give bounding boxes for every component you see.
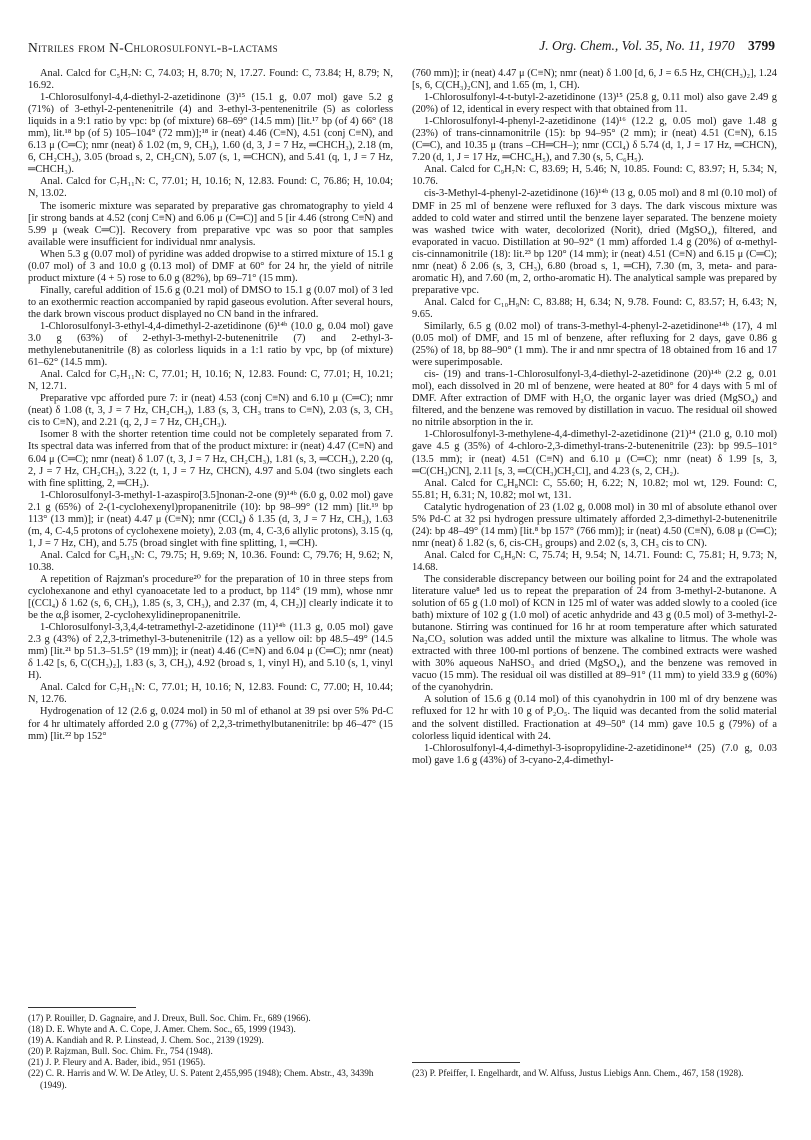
paragraph: Isomer 8 with the shorter retention time could not be completely separated from 7. Its spectral data was inferred from that of the product mixture: ir (neat) 4.47 (C≡N) and 6.04 μ (C═C); nmr (neat) δ 1.07 (t, 3, J = 7 Hz, CH₂CH₃), 1.81 (s, 3, ═CCH₃), 2.20 (q, 2, J = 7 Hz, CH₂CH₃), 3.22 (t, 1, J = 7 Hz, CHCN), 4.97 and 5.04 (two singlets each with fine splitting, 2, ═CH₂). — [28, 429, 393, 489]
paragraph: A solution of 15.6 g (0.14 mol) of this cyanohydrin in 100 ml of dry benzene was refluxed for 12 hr with 10 g of P₂O₅. The liquid was decanted from the solid material and the solvent distilled. Fractionation at 49–50° (14 mm) gave 10.5 g (79%) of a colorless liquid identical with 24. — [412, 694, 777, 742]
paragraph: cis- (19) and trans-1-Chlorosulfonyl-3,4-diethyl-2-azetidinone (20)¹⁴ᵇ (2.2 g, 0.01 mol), each dissolved in 20 ml of benzene, were heated at 80° for 4 days with 5 ml of DMF. After extraction of DMF with H₂O, the organic layer was dried (MgSO₄) and filtered, and the benzene was removed by distillation in vacuo. The residual oil showed no nitrile absorption in the ir. — [412, 369, 777, 429]
paragraph: A repetition of Rajzman's procedure²⁰ for the preparation of 10 in three steps from cyclohexanone and ethyl cyanoacetate led to a product, bp 114° (19 mm), whose nmr [(CCl₄) δ 1.62 (s, 6, CH₃), 1.85 (s, 3, CH₃), and 2.37 (m, 4, CH₂)] clearly indicate it to be the α,β isomer, 2-cyclohexylidinepropanenitrile. — [28, 573, 393, 622]
paragraph: Similarly, 6.5 g (0.02 mol) of trans-3-methyl-4-phenyl-2-azetidinone¹⁴ᵇ (17), 4 ml (0.05 mol) of DMF, and 15 ml of benzene, after refluxing for 2 days, gave 0.86 g (25%) of 18, bp 88–90° (1 mm). The ir and nmr spectra of 18 obtained from 16 and 17 were superimposable. — [412, 320, 777, 369]
journal-citation — [539, 38, 775, 54]
paragraph: Catalytic hydrogenation of 23 (1.02 g, 0.008 mol) in 30 ml of absolute ethanol over 5% Pd-C at 32 psi hydrogen pressure ultimately afforded 2,3-dimethyl-2-butenenitrile (24): bp 48–49° (14 mm) [lit.⁸ bp 157° (766 mm)]; ir (neat) 4.50 (C≡N), 6.08 μ (C═C); nmr (neat) δ 1.82 (s, 6, cis-CH₃ groups) and 2.02 (s, 3, CH₃ cis to CN). — [412, 501, 777, 549]
paragraph: Preparative vpc afforded pure 7: ir (neat) 4.53 (conj C≡N) and 6.10 μ (C═C); nmr (neat) δ 1.08 (t, 3, J = 7 Hz, CH₂CH₃), 1.83 (s, 3, CH₃ trans to C≡N), 2.03 (s, 3, CH₃ cis to C≡N), and 2.21 (q, 2, J = 7 Hz, CH₂CH₃). — [28, 393, 393, 429]
running-header — [28, 38, 775, 56]
footnote: (22) C. R. Harris and W. W. De Atley, U. S. Patent 2,455,995 (1948); Chem. Abstr., 43, 3439h (1949). — [28, 1068, 374, 1090]
paragraph: 1-Chlorosulfonyl-3-methyl-1-azaspiro[3.5]nonan-2-one (9)¹⁴ᵇ (6.0 g, 0.02 mol) gave 2.1 g (65%) of 2-(1-cyclohexenyl)propanenitrile (10): bp 98–99° (12 mm) [lit.¹⁹ bp 113° (13 mm)]; ir (neat) 4.47 μ (C≡N); nmr (CCl₄) δ 1.35 (d, 3, J = 7 Hz, CH₃), 1.63 (m, 4, C-4,5 protons of cyclohexene moiety), 2.03 (m, 4, C-3,6 allylic protons), 3.15 (q, 1, J = 7 Hz, CH), and 5.75 (broad singlet with fine splitting, 1, ═CH). — [28, 489, 393, 549]
paragraph: Anal. Calcd for C₆H₈NCl: C, 55.60; H, 6.22; N, 10.82; mol wt, 129. Found: C, 55.81; H, 6.31; N, 10.82; mol wt, 131. — [412, 477, 777, 501]
footnotes-right — [412, 1062, 777, 1079]
journal-reference: J. Org. Chem., Vol. 35, No. 11, 1970 — [539, 38, 735, 53]
running-title: Nitriles from N-Chlorosulfonyl-β-lactams — [28, 40, 279, 55]
paragraph: 1-Chlorosulfonyl-4-phenyl-2-azetidinone (14)¹⁶ (12.2 g, 0.05 mol) gave 1.48 g (23%) of trans-cinnamonitrile (15): bp 94–95° (2 mm); ir (neat) 4.51 (C≡N), 6.15 (C═C), and 10.35 μ (trans –CH═CH–); nmr (CCl₄) δ 5.74 (d, 1, J = 17 Hz, ═CHCN), 7.20 (d, 1, J = 17 Hz, ═CHC₆H₅), and 7.30 (s, 5, C₆H₅). — [412, 116, 777, 164]
paragraph: 1-Chlorosulfonyl-3-ethyl-4,4-dimethyl-2-azetidinone (6)¹⁴ᵇ (10.0 g, 0.04 mol) gave 3.0 g (63%) of 2-ethyl-3-methyl-2-butenenitrile (7) and 2-ethyl-3-methylenebutanenitrile (8) as colorless liquids in a 1:1 ratio by vpc, bp (of mixture) 61–62° (14.5 mm). — [28, 320, 393, 369]
paragraph: Anal. Calcd for C₇H₁₁N: C, 77.01; H, 10.16; N, 12.83. Found: C, 77.00; H, 10.44; N, 12.76. — [28, 682, 393, 706]
footnote: (17) P. Rouiller, D. Gagnaire, and J. Dreux, Bull. Soc. Chim. Fr., 689 (1966). — [28, 1013, 311, 1023]
paragraph: Anal. Calcd for C₇H₁₁N: C, 77.01; H, 10.16; N, 12.83. Found: C, 76.86; H, 10.04; N, 13.02. — [28, 176, 393, 200]
paragraph: Anal. Calcd for C₇H₁₁N: C, 77.01; H, 10.16; N, 12.83. Found: C, 77.01; H, 10.21; N, 12.71. — [28, 369, 393, 393]
paragraph: Anal. Calcd for C₅H₇N: C, 74.03; H, 8.70; N, 17.27. Found: C, 73.84; H, 8.79; N, 16.92. — [28, 68, 393, 92]
paragraph: Finally, careful addition of 15.6 g (0.21 mol) of DMSO to 15.1 g (0.07 mol) of 3 led to an exothermic reaction accompanied by rapid gaseous evolution. After several hours, the dark brown viscous product displayed no CN band in the infrared. — [28, 284, 393, 320]
paragraph: When 5.3 g (0.07 mol) of pyridine was added dropwise to a stirred mixture of 15.1 g (0.07 mol) of 3 and 10.0 g (0.13 mol) of DMF at 60° for 24 hr, the yield of nitrile product mixture (4 + 5) rose to 6.0 g (82%), bp 69–71° (15 mm). — [28, 248, 393, 284]
left-column — [28, 68, 393, 743]
footnote-divider — [28, 1007, 136, 1008]
paragraph: Anal. Calcd for C₆H₉N: C, 75.74; H, 9.54; N, 14.71. Found: C, 75.81; H, 9.73; N, 14.68. — [412, 549, 777, 573]
paragraph: 1-Chlorosulfonyl-4-t-butyl-2-azetidinone (13)¹⁵ (25.8 g, 0.11 mol) also gave 2.49 g (20%) of 12, identical in every respect with that obtained from 11. — [412, 92, 777, 116]
paragraph: The considerable discrepancy between our boiling point for 24 and the extrapolated literature value⁸ led us to repeat the preparation of 24 from 3-methyl-2-butanone. A solution of 65 g (1.0 mol) of KCN in 125 ml of water was added slowly to a cooled (ice bath) mixture of 102 g (1.0 mol) of acetic anhydride and 43 g (0.5 mol) of 3-methyl-2-butanone. Stirring was continued for 16 hr at room temperature after which saturated Na₂CO₃ solution was added until the mixture was alkaline to litmus. The whole was extracted with three 100-ml portions of benzene. The combined extracts were washed with 30% aqueous NaHSO₃ and dried (MgSO₄), and the benzene was removed in vacuo (15 mm). The residual oil was distilled at 89–91° (11 mm) to yield 33.9 g (60%) of the cyanohydrin. — [412, 573, 777, 694]
paragraph: Anal. Calcd for C₁₀H₉N: C, 83.88; H, 6.34; N, 9.78. Found: C, 83.57; H, 6.43; N, 9.65. — [412, 296, 777, 320]
paragraph: cis-3-Methyl-4-phenyl-2-azetidinone (16)¹⁴ᵇ (13 g, 0.05 mol) and 8 ml (0.10 mol) of DMF in 25 ml of benzene were refluxed for 3 days. The dark viscous mixture was added to cold water and stirred until the benzene layer separated. The benzene moiety was washed twice with water, decolorized (Norit), dried (MgSO₄), filtered, and evaporated in vacuo. Distillation at 90–92° (1 mm) afforded 1.4 g (20%) of α-methyl-cis-cinnamonitrile (18): lit.²³ bp 120° (14 mm); ir (neat) 4.51 (C≡N) and 6.15 μ (C═C); nmr (neat) δ 2.06 (s, 3, CH₃), 6.80 (broad s, 1, ═CH), 7.30 (m, 3, meta- and para-aromatic H), and 7.60 (m, 2, ortho-aromatic H). The analytical sample was prepared by preparative vpc. — [412, 188, 777, 296]
footnote: (20) P. Rajzman, Bull. Soc. Chim. Fr., 754 (1948). — [28, 1046, 213, 1057]
footnote: (21) J. P. Fleury and A. Bader, ibid., 951 (1965). — [28, 1057, 206, 1068]
paragraph: (760 mm)]; ir (neat) 4.47 μ (C≡N); nmr (neat) δ 1.00 [d, 6, J = 6.5 Hz, CH(CH₃)₂], 1.24 [s, 6, C(CH₃)₂CN], and 1.65 (m, 1, CH). — [412, 68, 777, 92]
paragraph: 1-Chlorosulfonyl-3-methylene-4,4-dimethyl-2-azetidinone (21)¹⁴ (21.0 g, 0.10 mol) gave 4.5 g (35%) of 4-chloro-2,3-dimethyl-trans-2-butenenitrile (23): bp 99.5–101° (13.5 mm); ir (neat) 4.51 (C≡N) and 6.10 μ (C═C); nmr (neat) δ 1.99 [s, 3, ═C(CH₃)CN], 2.11 [s, 3, ═C(CH₃)CH₂Cl], and 4.23 (s, 2, CH₂). — [412, 429, 777, 477]
paragraph: Anal. Calcd for C₉H₁₃N: C, 79.75; H, 9.69; N, 10.36. Found: C, 79.76; H, 9.62; N, 10.38. — [28, 549, 393, 573]
paragraph: The isomeric mixture was separated by preparative gas chromatography to yield 4 [ir strong bands at 4.52 (conj C≡N) and 6.06 μ (C═C)] and 5 [ir 4.46 (strong C≡N) and 5.99 μ (weak C═C)]. Recovery from preparative vpc was so poor that samples available were insufficient for individual nmr analysis. — [28, 200, 393, 248]
paragraph: Anal. Calcd for C₉H₇N: C, 83.69; H, 5.46; N, 10.85. Found: C, 83.97; H, 5.34; N, 10.76. — [412, 164, 777, 188]
footnote: (18) D. E. Whyte and A. C. Cope, J. Amer. Chem. Soc., 65, 1999 (1943). — [28, 1024, 296, 1035]
page-number: 3799 — [748, 38, 775, 53]
footnote: (23) P. Pfeiffer, I. Engelhardt, and W. Alfuss, Justus Liebigs Ann. Chem., 467, 158 (1928). — [412, 1068, 744, 1078]
paragraph: 1-Chlorosulfonyl-4,4-diethyl-2-azetidinone (3)¹⁵ (15.1 g, 0.07 mol) gave 5.2 g (71%) of 3-ethyl-2-pentenenitrile (4) and 3-ethyl-3-pentenenitrile (5) as colorless liquids in a 9:1 ratio by vpc: bp (of mixture) 68–69° (14.5 mm) [lit.¹⁷ bp (of 4) 66° (18 mm), lit.¹⁸ bp (of 5) 105–104° (72 mm)];¹⁸ ir (neat) 4.46 (C≡N), 4.51 (conj C≡N), and 6.13 μ (C═C); nmr (neat) δ 1.02 (m, 9, CH₃), 1.60 (d, 3, J = 7 Hz, ═CHCH₃), 2.18 (m, 6, CH₂CH₃), 3.05 (broad s, 2, CH₂CN), 5.07 (s, 1, ═CHCN), and 5.41 (q, 1, J = 7 Hz, ═CHCH₃). — [28, 92, 393, 176]
paragraph: 1-Chlorosulfonyl-4,4-dimethyl-3-isopropylidine-2-azetidinone¹⁴ (25) (7.0 g, 0.03 mol) gave 1.6 g (43%) of 3-cyano-2,4-dimethyl- — [412, 742, 777, 766]
footnotes-left — [28, 1007, 393, 1091]
footnote-divider — [412, 1062, 520, 1063]
footnote: (19) A. Kandiah and R. P. Linstead, J. Chem. Soc., 2139 (1929). — [28, 1035, 264, 1046]
paragraph: Hydrogenation of 12 (2.6 g, 0.024 mol) in 50 ml of ethanol at 39 psi over 5% Pd-C for 4 hr ultimately afforded 2.0 g (77%) of 2,2,3-trimethylbutanenitrile: bp 46–47° (15 mm) [lit.²² bp 152° — [28, 706, 393, 742]
paragraph: 1-Chlorosulfonyl-3,3,4,4-tetramethyl-2-azetidinone (11)¹⁴ᵇ (11.3 g, 0.05 mol) gave 2.3 g (43%) of 2,2,3-trimethyl-3-butenenitrile (12) as a yellow oil: bp 48.5–49° (14.5 mm) [lit.²¹ bp 51.3–51.5° (19 mm)]; ir (neat) 4.46 (C≡N) and 6.04 μ (C═C); nmr (neat) δ 1.42 [s, 6, C(CH₃)₂], 1.83 (s, 3, CH₃), 4.92 (broad s, 1, vinyl H), and 5.10 (s, 1, vinyl H). — [28, 622, 393, 682]
right-column — [412, 68, 777, 767]
